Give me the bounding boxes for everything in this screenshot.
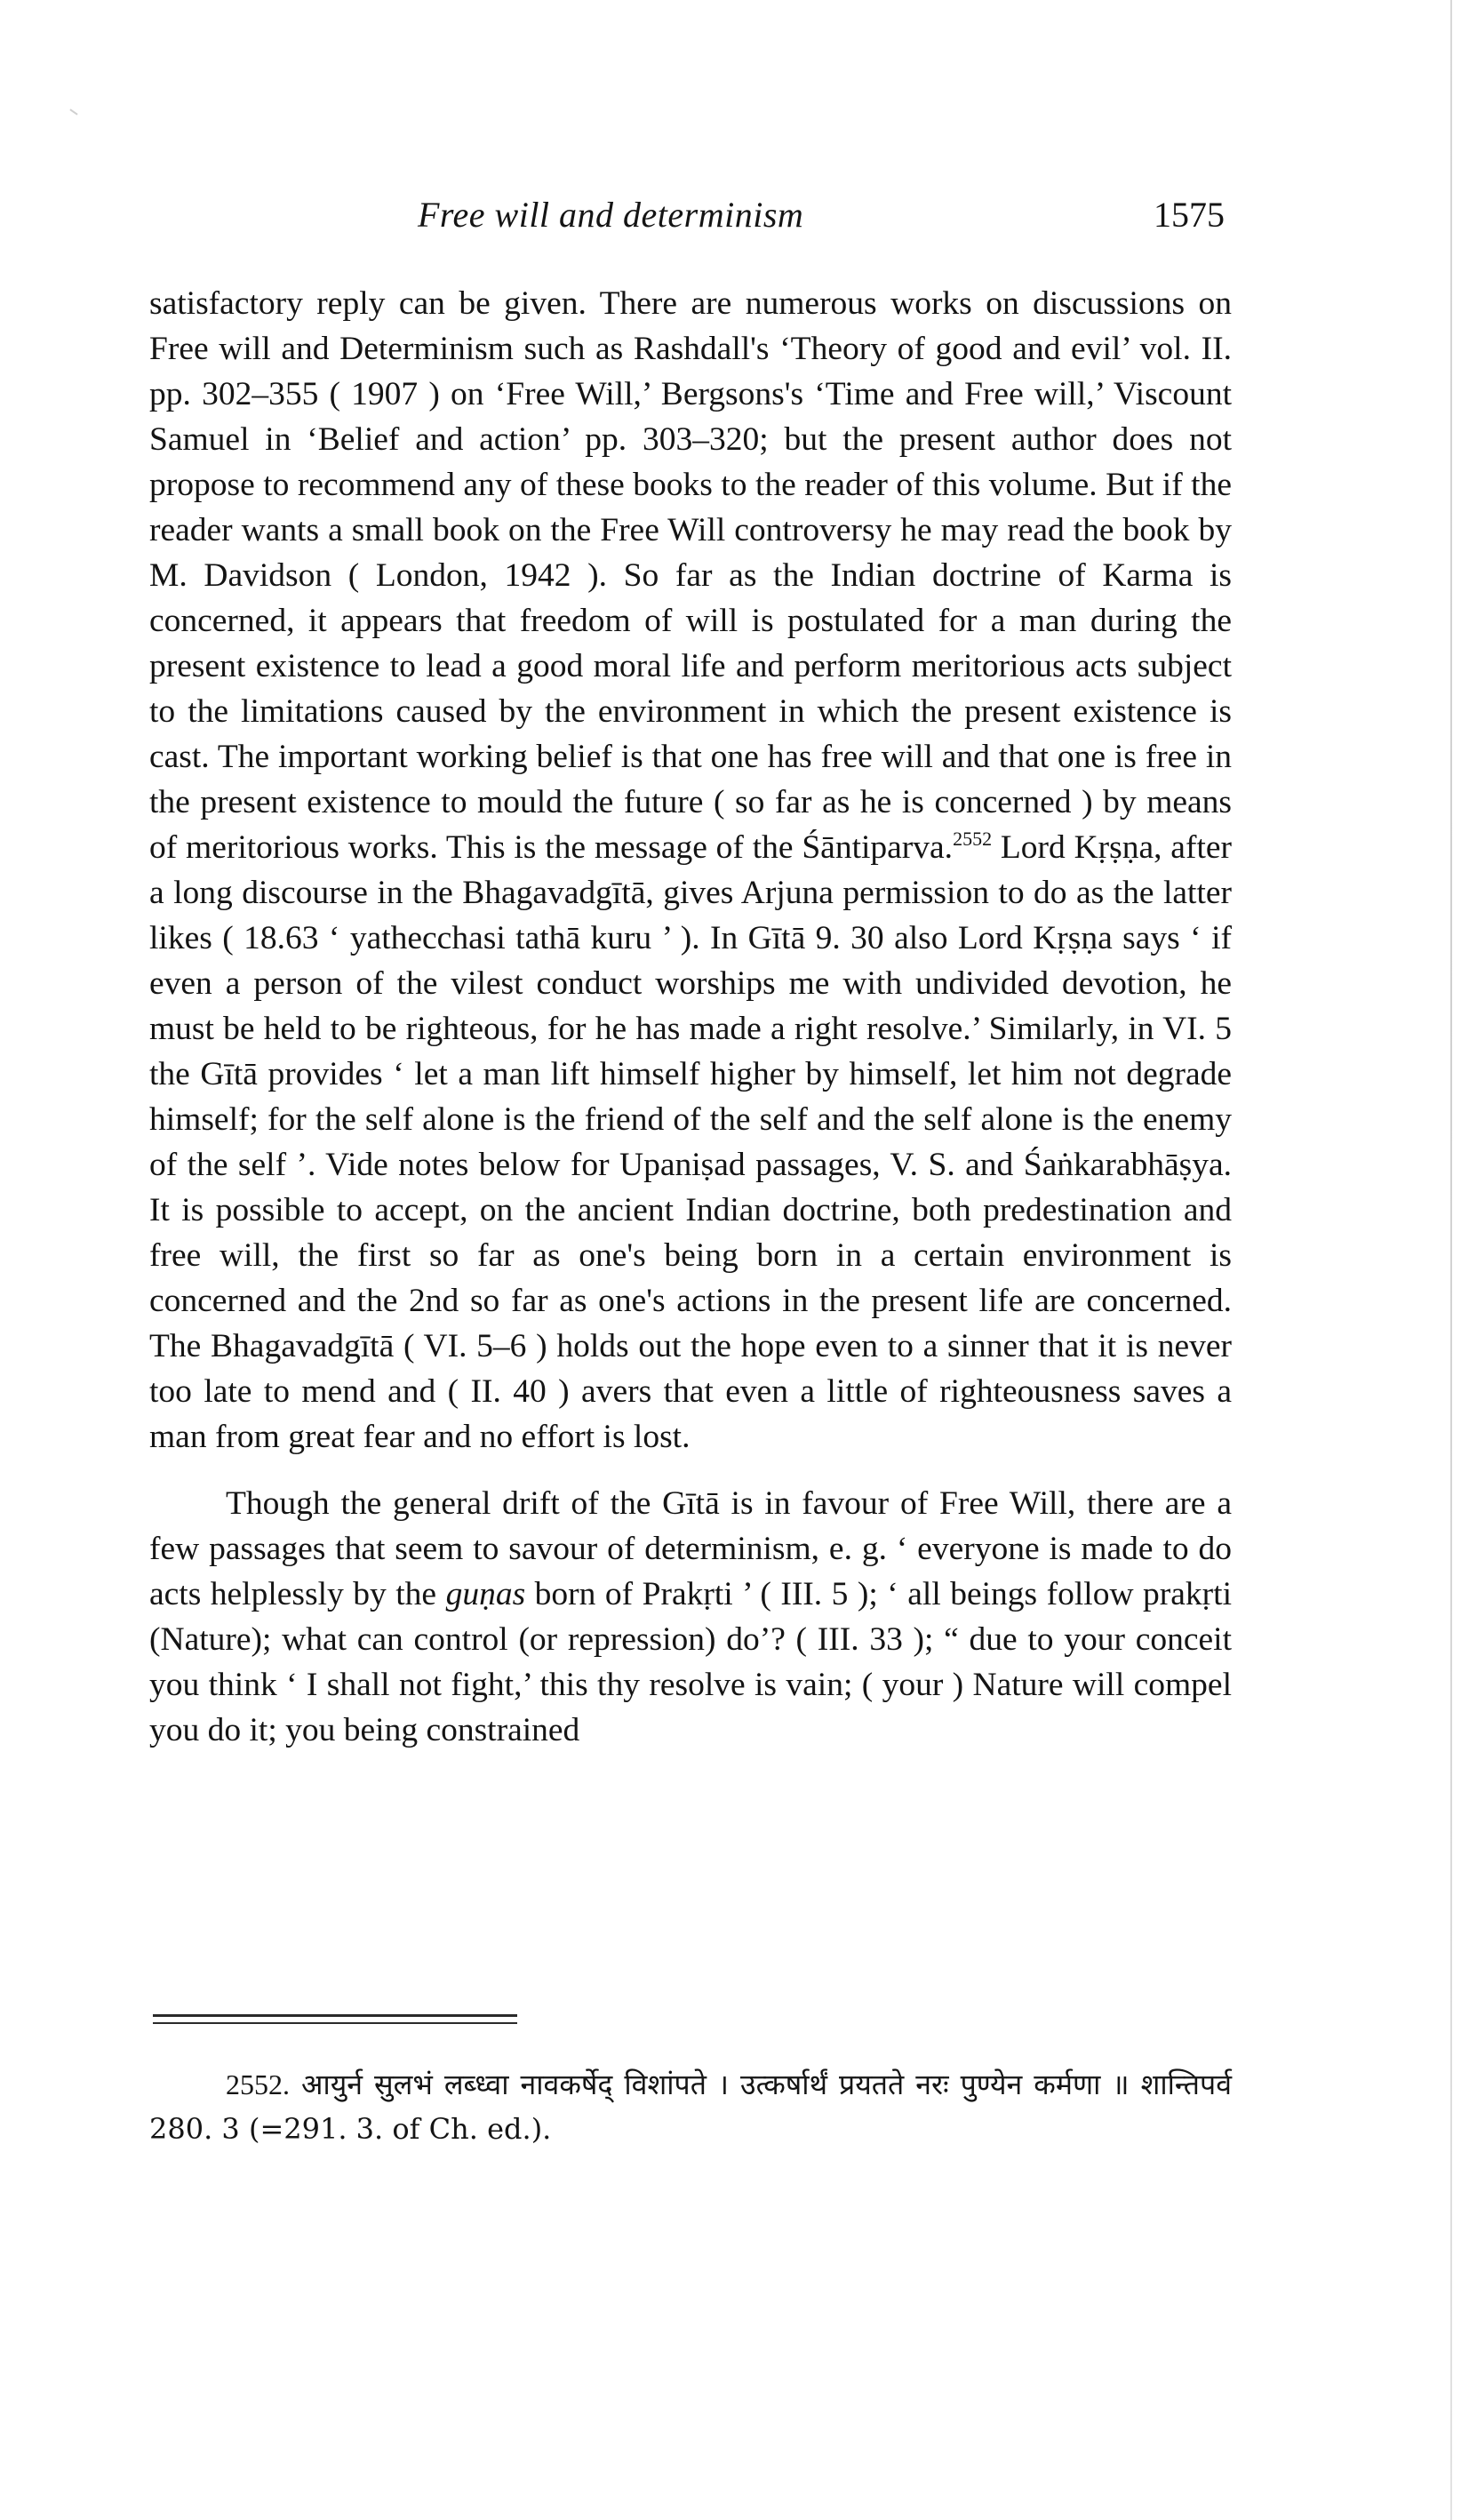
footnote-divider	[153, 2014, 517, 2024]
paragraph-1-text-b: Lord Kṛṣṇa, after a long discourse in the Bhagavadgītā, gives Arjuna permission to do as the latter likes ( 18.63 ‘ yathecchasi tathā kuru ’ ). In Gītā 9. 30 also Lord Kṛṣṇa says ‘ if even a person of the vilest conduct worships me with undivided devotion, he must be held to be righteous, for he has made a right resolve.’ Similarly, in VI. 5 the Gītā provides ‘ let a man lift himself higher by himself, let him not degrade himself; for the self alone is the friend of the self and the self alone is the enemy of the self ’. Vide notes below for Upaniṣad passages, V. S. and Śaṅkarabhāṣya. It is possible to accept, on the ancient Indian doctrine, both predestination and free will, the first so far as one's being born in a certain environment is concerned and the 2nd so far as one's actions in the present life are concerned. The Bhagavadgītā ( VI. 5–6 ) holds out the hope even to a sinner that it is never too late to mend and ( II. 40 ) avers that even a little of righteousness saves a man from great fear and no effort is lost.	[149, 829, 1232, 1455]
footnote-reference: 2552	[953, 828, 993, 850]
paragraph-2	[149, 1481, 1232, 1753]
paragraph-1-text-a: satisfactory reply can be given. There are numerous works on discussions on Free will and Determinism such as Rashdall's ‘Theory of good and evil’ vol. II. pp. 302–355 ( 1907 ) on ‘Free Will,’ Bergsons's ‘Time and Free will,’ Viscount Samuel in ‘Belief and action’ pp. 303–320; but the present author does not propose to recommend any of these books to the reader of this volume. But if the reader wants a small book on the Free Will controversy he may read the book by M. Davidson ( London, 1942 ). So far as the Indian doctrine of Karma is concerned, it appears that freedom of will is postulated for a man during the present existence to lead a good moral life and perform meritorious acts subject to the limitations caused by the environment in which the present existence is cast. The important working belief is that one has free will and that one is free in the present existence to mould the future ( so far as he is concerned ) by means of meritorious works. This is the message of the Śāntiparva.	[149, 285, 1232, 866]
footnote	[149, 2062, 1232, 2151]
page-number: 1575	[1154, 195, 1225, 235]
page-edge-line	[1450, 0, 1452, 2520]
footnote-text: आयुर्न सुलभं लब्ध्वा नावकर्षेद् विशांपते । उत्कर्षार्थं प्रयतते नरः पुण्येन कर्मणा ॥ शान्तिपर्व 280. 3 (=291. 3. of Ch. ed.).	[149, 2068, 1232, 2146]
paragraph-1	[149, 281, 1232, 1460]
running-head-title: Free will and determinism	[418, 195, 804, 235]
italic-term: guṇas	[445, 1576, 526, 1612]
paragraph-2-text-a: Though the general drift of the Gītā is in favour of Free Will, there are a few passages that seem to savour of determinism, e. g. ‘ everyone is made to do acts helplessly by the	[149, 1485, 1232, 1612]
scan-speck	[69, 108, 77, 115]
running-head	[149, 188, 1232, 251]
paragraph-2-text-b: born of Prakṛti ’ ( III. 5 ); ‘ all beings follow prakṛti (Nature); what can control (or repression) do’? ( III. 33 ); “ due to your conceit you think ‘ I shall not fight,’ this thy resolve is vain; ( your ) Nature will compel you do it; you being constrained	[149, 1576, 1232, 1748]
footnote-number: 2552.	[226, 2068, 290, 2100]
body-text	[149, 281, 1232, 1753]
